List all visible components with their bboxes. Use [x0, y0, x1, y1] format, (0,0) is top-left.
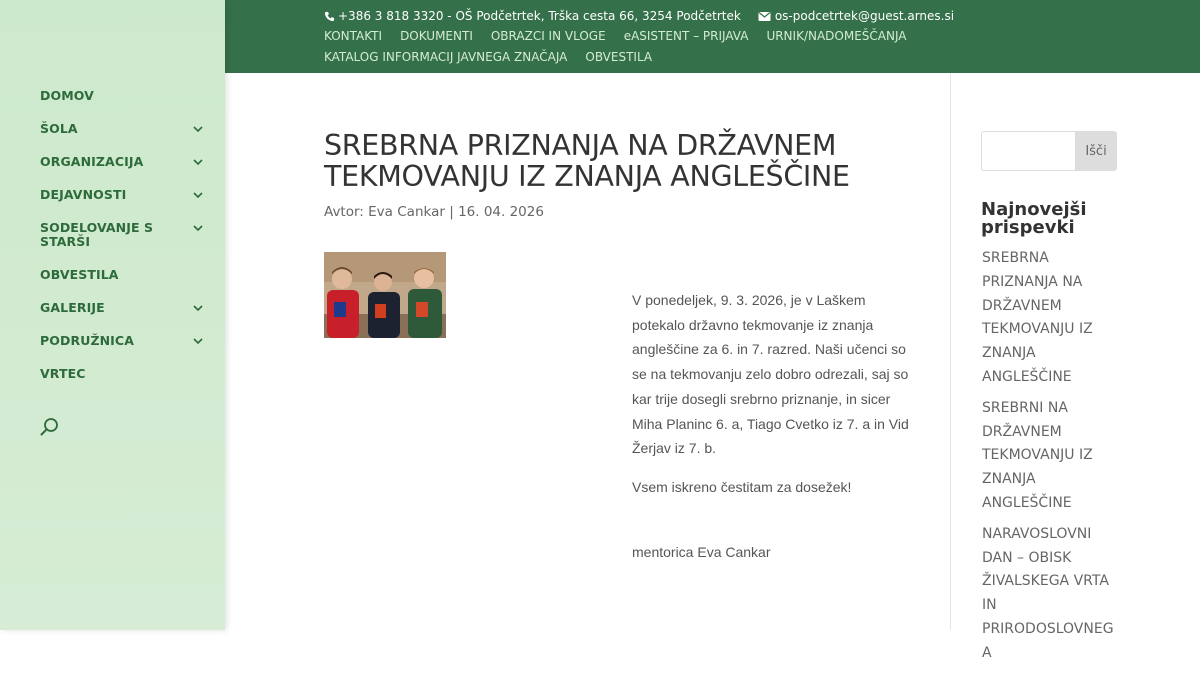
- nav-item-sola[interactable]: [40, 122, 210, 136]
- contact-row: [324, 8, 954, 24]
- nav-item-obvestila[interactable]: [40, 268, 210, 282]
- nav-item-organizacija[interactable]: [40, 155, 210, 169]
- recent-post-link[interactable]: SREBRNA PRIZNANJA NA DRŽAVNEM TEKMOVANJU IZ ZNANJA ANGLEŠČINE: [982, 250, 1093, 385]
- post-meta: [324, 204, 544, 220]
- nav-item-dejavnosti[interactable]: [40, 188, 210, 202]
- nav-item-label: GALERIJE: [40, 300, 105, 315]
- post-paragraph: mentorica Eva Cankar: [632, 543, 771, 560]
- nav-item-galerije[interactable]: [40, 301, 210, 315]
- recent-post-link[interactable]: SREBRNI NA DRŽAVNEM TEKMOVANJU IZ ZNANJA ANGLEŠČINE: [982, 399, 1093, 511]
- top-header: [225, 0, 1200, 73]
- search-input[interactable]: [981, 131, 1075, 171]
- nav-item-vrtec[interactable]: [40, 367, 210, 381]
- chevron-down-icon[interactable]: [192, 302, 204, 314]
- nav-item-label: OBVESTILA: [40, 267, 119, 282]
- sidebar: [0, 0, 225, 630]
- top-menu-row-1: [324, 29, 925, 43]
- post-paragraph: Vsem iskreno čestitam za dosežek!: [632, 478, 852, 495]
- search-button[interactable]: Išči: [1075, 131, 1117, 171]
- post-title: SREBRNA PRIZNANJA NA DRŽAVNEM TEKMOVANJU IZ ZNANJA ANGLEŠČINE: [324, 129, 850, 193]
- post-photo[interactable]: [324, 252, 446, 338]
- email-text: os-podcetrtek@guest.arnes.si: [774, 9, 955, 23]
- post-body: [632, 288, 912, 578]
- author-link[interactable]: Eva Cankar: [368, 204, 445, 220]
- recent-post-link[interactable]: NARAVOSLOVNI DAN – OBISK ŽIVALSKEGA VRTA IN PRIRODOSLOVNEGA: [982, 525, 1114, 661]
- phone-icon: [324, 11, 335, 22]
- post-paragraph: V ponedeljek, 9. 3. 2026, je v Laškem potekalo državno tekmovanje iz znanja angleščine za 6. in 7. razred. Naši učenci so se na tekmovanju zelo dobro odrezali, saj so kar trije dosegli srebrno priznanje, in sicer Miha Planinc 6. a, Tiago Cvetko iz 7. a in Vid Žerjav iz 7. b.: [632, 292, 909, 457]
- chevron-down-icon[interactable]: [192, 156, 204, 168]
- menu-obrazci[interactable]: OBRAZCI IN VLOGE: [490, 29, 606, 43]
- nav-item-label: DEJAVNOSTI: [40, 187, 127, 202]
- menu-easistent[interactable]: eASISTENT – PRIJAVA: [623, 29, 749, 43]
- envelope-icon: [758, 11, 771, 22]
- menu-obvestila[interactable]: OBVESTILA: [585, 50, 653, 64]
- nav-item-label: ORGANIZACIJA: [40, 154, 144, 169]
- menu-urnik[interactable]: URNIK/NADOMEŠČANJA: [766, 29, 907, 43]
- nav-item-label: VRTEC: [40, 366, 86, 381]
- nav-item-label: SODELOVANJE S STARŠI: [40, 220, 154, 249]
- photo-students-image: [324, 252, 446, 338]
- main-nav: [40, 87, 210, 381]
- menu-katalog[interactable]: KATALOG INFORMACIJ JAVNEGA ZNAČAJA: [324, 50, 568, 64]
- nav-item-label: ŠOLA: [40, 121, 78, 136]
- meta-prefix: Avtor:: [324, 204, 364, 220]
- nav-item-domov[interactable]: [40, 89, 210, 103]
- chevron-down-icon[interactable]: [192, 335, 204, 347]
- chevron-down-icon[interactable]: [192, 222, 204, 234]
- meta-separator: |: [449, 204, 454, 220]
- chevron-down-icon[interactable]: [192, 189, 204, 201]
- email-link[interactable]: [758, 9, 954, 23]
- menu-dokumenti[interactable]: DOKUMENTI: [400, 29, 473, 43]
- chevron-down-icon[interactable]: [192, 123, 204, 135]
- nav-item-label: PODRUŽNICA: [40, 333, 134, 348]
- nav-item-sodelovanje[interactable]: [40, 221, 210, 249]
- recent-posts-list: [982, 247, 1122, 673]
- recent-posts-title: Najnovejši prispevki: [981, 199, 1087, 238]
- content-divider: [950, 73, 951, 630]
- search-icon[interactable]: [40, 417, 60, 437]
- contact-text: +386 3 818 3320 - OŠ Podčetrtek, Trška cesta 66, 3254 Podčetrtek: [338, 9, 741, 23]
- nav-item-podruznica[interactable]: [40, 334, 210, 348]
- nav-item-label: DOMOV: [40, 88, 94, 103]
- menu-kontakti[interactable]: KONTAKTI: [324, 29, 383, 43]
- top-menu-row-2: [324, 50, 670, 64]
- sidebar-search: [981, 131, 1117, 171]
- post-date: 16. 04. 2026: [458, 204, 544, 220]
